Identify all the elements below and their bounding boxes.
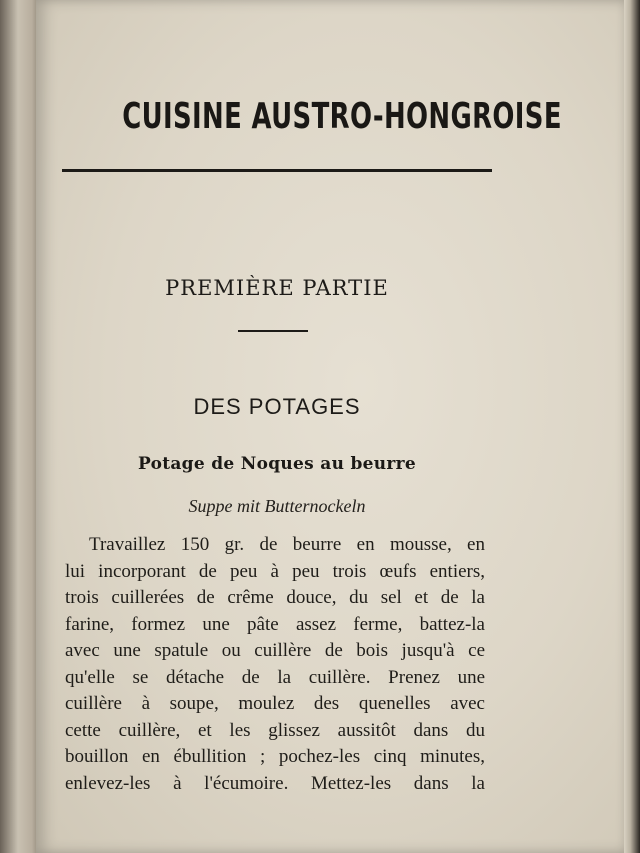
recipe-subtitle: Suppe mit Butternockeln: [188, 496, 366, 516]
body-line: qu'elle se détache de la cuillère. Prenez une: [65, 666, 485, 688]
section-heading: DES POTAGES: [193, 394, 361, 419]
recipe-body: [65, 532, 485, 797]
body-line: Travaillez 150 gr. de beurre en mousse, en: [89, 534, 485, 555]
book-spine-shadow: [0, 0, 40, 853]
part-rule: [238, 330, 308, 332]
title-rule: [62, 169, 492, 172]
body-line: enlevez-les à l'écumoire. Mettez-les dans la: [65, 772, 485, 794]
recipe-title: Potage de Noques au beurre: [137, 454, 417, 474]
part-heading: PREMIÈRE PARTIE: [165, 276, 389, 300]
body-line: bouillon en ébullition ; pochez-les cinq minutes,: [65, 746, 485, 767]
body-line: farine, formez une pâte assez ferme, battez-la: [65, 613, 485, 635]
body-line: cuillère à soupe, moulez des quenelles avec: [65, 693, 485, 714]
book-page-edge: [624, 0, 640, 853]
body-line: trois cuillerées de crême douce, du sel et de la: [65, 587, 485, 608]
body-line: cette cuillère, et les glissez aussitôt dans du: [65, 719, 485, 741]
running-title: CUISINE AUSTRO-HONGROISE: [122, 96, 562, 137]
body-line: lui incorporant de peu à peu trois œufs entiers,: [65, 560, 485, 582]
body-line: avec une spatule ou cuillère de bois jusqu'à ce: [65, 640, 485, 661]
